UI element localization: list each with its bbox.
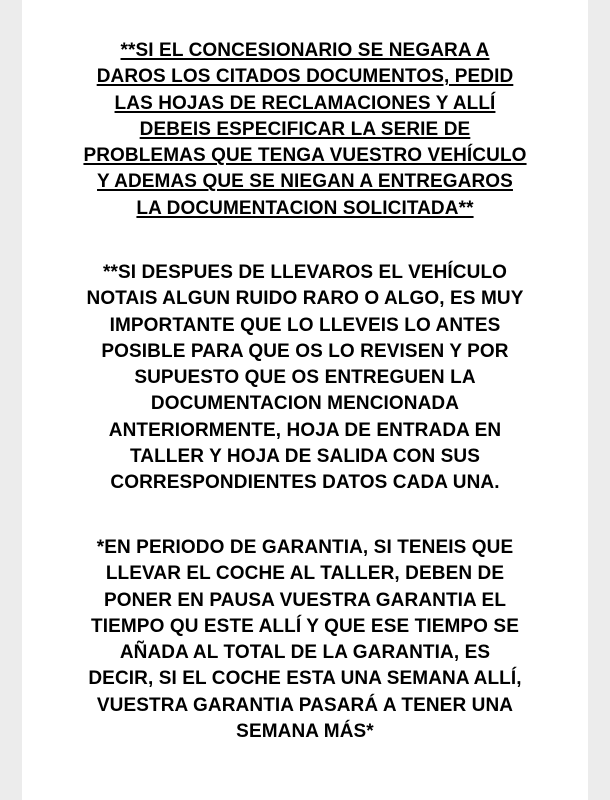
- paragraph-dealership-refusal: [22, 38, 588, 222]
- text-line: IMPORTANTE QUE LO LLEVEIS LO ANTES: [109, 314, 501, 336]
- text-line: DOCUMENTACION MENCIONADA: [150, 393, 460, 415]
- text-line: *EN PERIODO DE GARANTIA, SI TENEIS QUE: [96, 537, 514, 558]
- text-line: SEMANA MÁS*: [236, 721, 374, 743]
- text-line: Y ADEMAS QUE SE NIEGAN A ENTREGAROS: [97, 171, 513, 193]
- text-line: LLEVAR EL COCHE AL TALLER, DEBEN DE: [105, 563, 505, 585]
- paragraph-strange-noise: [22, 260, 588, 497]
- text-line: NOTAIS ALGUN RUIDO RARO O ALGO, ES MUY: [86, 288, 524, 310]
- text-line: CORRESPONDIENTES DATOS CADA UNA.: [110, 472, 500, 494]
- text-line: PROBLEMAS QUE TENGA VUESTRO VEHÍCULO: [83, 145, 527, 167]
- text-line: DEBEIS ESPECIFICAR LA SERIE DE: [139, 118, 471, 140]
- text-line: VUESTRA GARANTIA PASARÁ A TENER UNA: [96, 694, 514, 716]
- text-line: TALLER Y HOJA DE SALIDA CON SUS: [129, 446, 481, 468]
- text-line: TIEMPO QU ESTE ALLÍ Y QUE ESE TIEMPO SE: [91, 615, 519, 637]
- text-line: LAS HOJAS DE RECLAMACIONES Y ALLÍ: [114, 92, 496, 114]
- text-line: **SI EL CONCESIONARIO SE NEGARA A: [120, 40, 490, 61]
- text-line: AÑADA AL TOTAL DE LA GARANTIA, ES: [119, 642, 491, 664]
- text-line: ANTERIORMENTE, HOJA DE ENTRADA EN: [108, 419, 502, 441]
- text-line: DECIR, SI EL COCHE ESTA UNA SEMANA ALLÍ,: [88, 668, 522, 690]
- text-line: DAROS LOS CITADOS DOCUMENTOS, PEDID: [96, 66, 514, 88]
- text-line: POSIBLE PARA QUE OS LO REVISEN Y POR: [101, 340, 509, 362]
- document-page: [22, 0, 588, 800]
- text-line: LA DOCUMENTACION SOLICITADA**: [136, 197, 474, 219]
- text-line: PONER EN PAUSA VUESTRA GARANTIA EL: [103, 589, 507, 611]
- paragraph-warranty-pause: [22, 535, 588, 745]
- text-line: **SI DESPUES DE LLEVAROS EL VEHÍCULO: [102, 262, 508, 283]
- text-line: SUPUESTO QUE OS ENTREGUEN LA: [134, 367, 476, 389]
